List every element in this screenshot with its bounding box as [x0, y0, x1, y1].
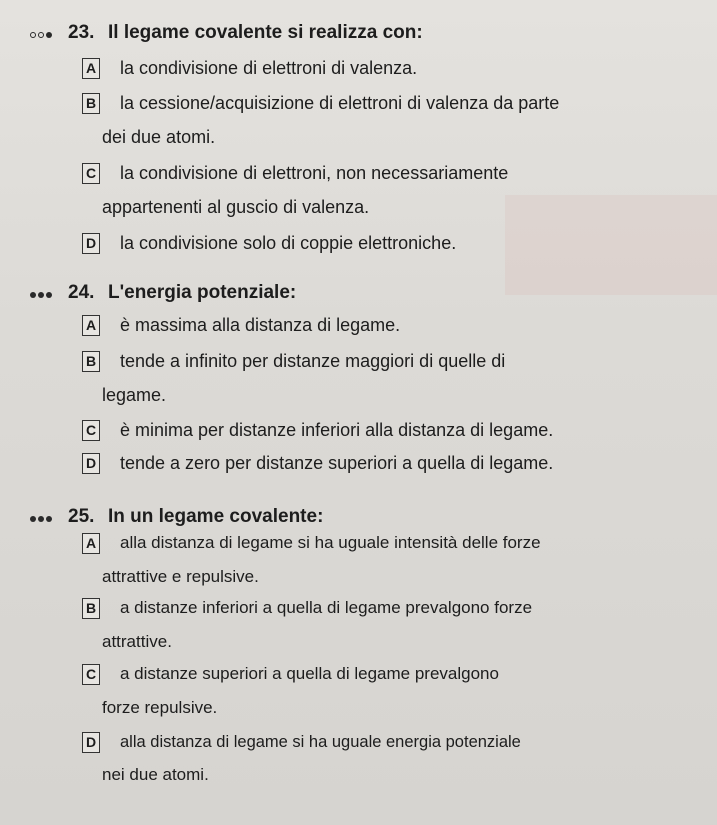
option-text: la condivisione di elettroni di valenza.	[120, 58, 418, 78]
question-text: Il legame covalente si realizza con:	[108, 22, 423, 43]
question-23	[0, 18, 717, 253]
option-text-continued: dei due atomi.	[102, 127, 216, 147]
option-letter: C	[82, 664, 100, 685]
question-text: L'energia potenziale:	[108, 282, 297, 303]
difficulty-dot-filled	[38, 292, 44, 298]
difficulty-dot-filled	[46, 516, 52, 522]
option-text: è minima per distanze inferiori alla distanza di legame.	[120, 420, 554, 440]
option-text: alla distanza di legame si ha uguale intensità delle forze	[120, 533, 541, 552]
option-letter: A	[82, 533, 100, 554]
question-24	[0, 278, 717, 473]
difficulty-dots	[30, 292, 52, 298]
difficulty-dot-filled	[30, 292, 36, 298]
option-letter: B	[82, 598, 100, 619]
option-letter: B	[82, 351, 100, 372]
difficulty-dot-filled	[38, 516, 44, 522]
option-text-continued: forze repulsive.	[102, 698, 218, 717]
difficulty-dot-filled	[30, 516, 36, 522]
option-text-continued: appartenenti al guscio di valenza.	[102, 197, 370, 217]
option-text: alla distanza di legame si ha uguale energia potenziale	[120, 733, 521, 751]
option-text-continued: legame.	[102, 385, 167, 405]
option-text: tende a zero per distanze superiori a quella di legame.	[120, 453, 554, 473]
option-text: è massima alla distanza di legame.	[120, 315, 401, 335]
option-letter: A	[82, 58, 100, 79]
question-header	[0, 278, 717, 314]
option-letter: D	[82, 233, 100, 254]
option-text: la condivisione solo di coppie elettroniche.	[120, 233, 457, 253]
difficulty-dot-filled	[46, 32, 52, 38]
question-25	[0, 502, 717, 784]
option-text: tende a infinito per distanze maggiori di quelle di	[120, 351, 506, 371]
option-text: la condivisione di elettroni, non necessariamente	[120, 163, 509, 183]
question-number: 24.	[68, 282, 95, 303]
option-letter: D	[82, 453, 100, 474]
question-text: In un legame covalente:	[108, 506, 324, 527]
question-number: 25.	[68, 506, 95, 527]
difficulty-dots	[30, 516, 52, 522]
option-text: a distanze superiori a quella di legame prevalgono	[120, 664, 499, 683]
difficulty-dot-empty	[38, 32, 44, 38]
option-text-continued: nei due atomi.	[102, 765, 209, 784]
question-number: 23.	[68, 22, 95, 43]
option-letter: D	[82, 732, 100, 753]
option-letter: B	[82, 93, 100, 114]
option-letter: C	[82, 163, 100, 184]
option-text: a distanze inferiori a quella di legame prevalgono forze	[120, 598, 533, 617]
question-header	[0, 18, 717, 54]
difficulty-dot-filled	[46, 292, 52, 298]
difficulty-dots	[30, 32, 52, 38]
option-text: la cessione/acquisizione di elettroni di valenza da parte	[120, 93, 560, 113]
difficulty-dot-empty	[30, 32, 36, 38]
option-text-continued: attrattive e repulsive.	[102, 567, 259, 586]
option-letter: C	[82, 420, 100, 441]
option-text-continued: attrattive.	[102, 632, 172, 651]
option-letter: A	[82, 315, 100, 336]
